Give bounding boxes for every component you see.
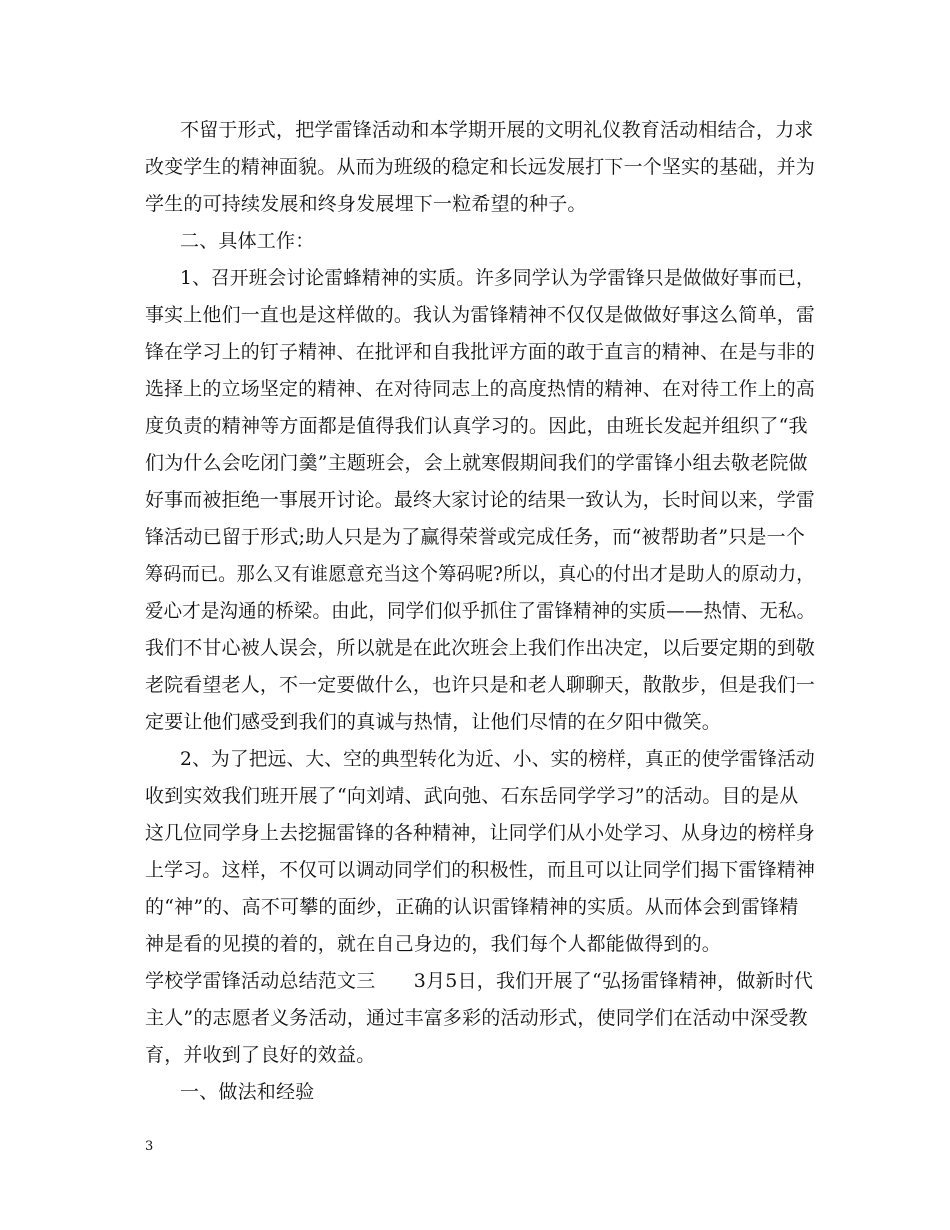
- paragraph-line: 这几位同学身上去挖掘雷锋的各种精神，让同学们从小处学习、从身边的榜样身: [145, 822, 816, 844]
- paragraph-line: 的“神”的、高不可攀的面纱，正确的认识雷锋精神的实质。从而体会到雷锋精: [145, 896, 799, 918]
- paragraph-line: 主人”的志愿者义务活动，通过丰富多彩的活动形式，使同学们在活动中深受教: [145, 1007, 808, 1029]
- paragraph-line: 好事而被拒绝一事展开讨论。最终大家讨论的结果一致认为，长时间以来，学雷: [145, 489, 816, 511]
- paragraph-line: 锋活动已留于形式;助人只是为了赢得荣誉或完成任务，而“被帮助者”只是一个: [145, 526, 806, 548]
- paragraph-line: 学校学雷锋活动总结范文三 3月5日，我们开展了“弘扬雷锋精神，做新时代: [145, 970, 814, 992]
- paragraph-line: 不留于形式，把学雷锋活动和本学期开展的文明礼仪教育活动相结合，力求: [180, 119, 814, 141]
- paragraph-line: 选择上的立场坚定的精神、在对待同志上的高度热情的精神、在对待工作上的高: [145, 378, 816, 400]
- paragraph-line: 爱心才是沟通的桥梁。由此，同学们似乎抓住了雷锋精神的实质——热情、无私。: [145, 600, 816, 622]
- paragraph-line: 改变学生的精神面貌。从而为班级的稳定和长远发展打下一个坚实的基础，并为: [145, 156, 816, 178]
- paragraph-line: 们为什么会吃闭门羹”主题班会，会上就寒假期间我们的学雷锋小组去敬老院做: [145, 452, 808, 474]
- paragraph-line: 事实上他们一直也是这样做的。我认为雷锋精神不仅仅是做做好事这么简单，雷: [145, 304, 816, 326]
- section-heading: 二、具体工作：: [180, 230, 315, 252]
- paragraph-line: 我们不甘心被人误会，所以就是在此次班会上我们作出决定，以后要定期的到敬: [145, 637, 816, 659]
- paragraph-line: 育，并收到了良好的效益。: [145, 1044, 376, 1066]
- paragraph-line: 神是看的见摸的着的，就在自己身边的，我们每个人都能做得到的。: [145, 933, 722, 955]
- paragraph-line: 收到实效我们班开展了“向刘靖、武向弛、石东岳同学学习”的活动。目的是从: [145, 785, 799, 807]
- paragraph-line: 度负责的精神等方面都是值得我们认真学习的。因此，由班长发起并组织了“我: [145, 415, 808, 437]
- paragraph-line: 锋在学习上的钉子精神、在批评和自我批评方面的敢于直言的精神、在是与非的: [145, 341, 816, 363]
- paragraph-line: 上学习。这样，不仅可以调动同学们的积极性，而且可以让同学们揭下雷锋精神: [145, 859, 816, 881]
- paragraph-line: 老院看望老人，不一定要做什么，也许只是和老人聊聊天，散散步，但是我们一: [145, 674, 816, 696]
- paragraph-line: 学生的可持续发展和终身发展埋下一粒希望的种子。: [145, 193, 587, 215]
- paragraph-line: 1、召开班会讨论雷蜂精神的实质。许多同学认为学雷锋只是做做好事而已，: [180, 267, 815, 289]
- paragraph-line: 2、为了把远、大、空的典型转化为近、小、实的榜样，真正的使学雷锋活动: [180, 748, 815, 770]
- page-number: 3: [145, 1139, 154, 1154]
- section-heading: 一、做法和经验: [180, 1081, 315, 1103]
- paragraph-line: 定要让他们感受到我们的真诚与热情，让他们尽情的在夕阳中微笑。: [145, 711, 722, 733]
- paragraph-line: 筹码而已。那么又有谁愿意充当这个筹码呢?所以，真心的付出才是助人的原动力，: [145, 563, 815, 585]
